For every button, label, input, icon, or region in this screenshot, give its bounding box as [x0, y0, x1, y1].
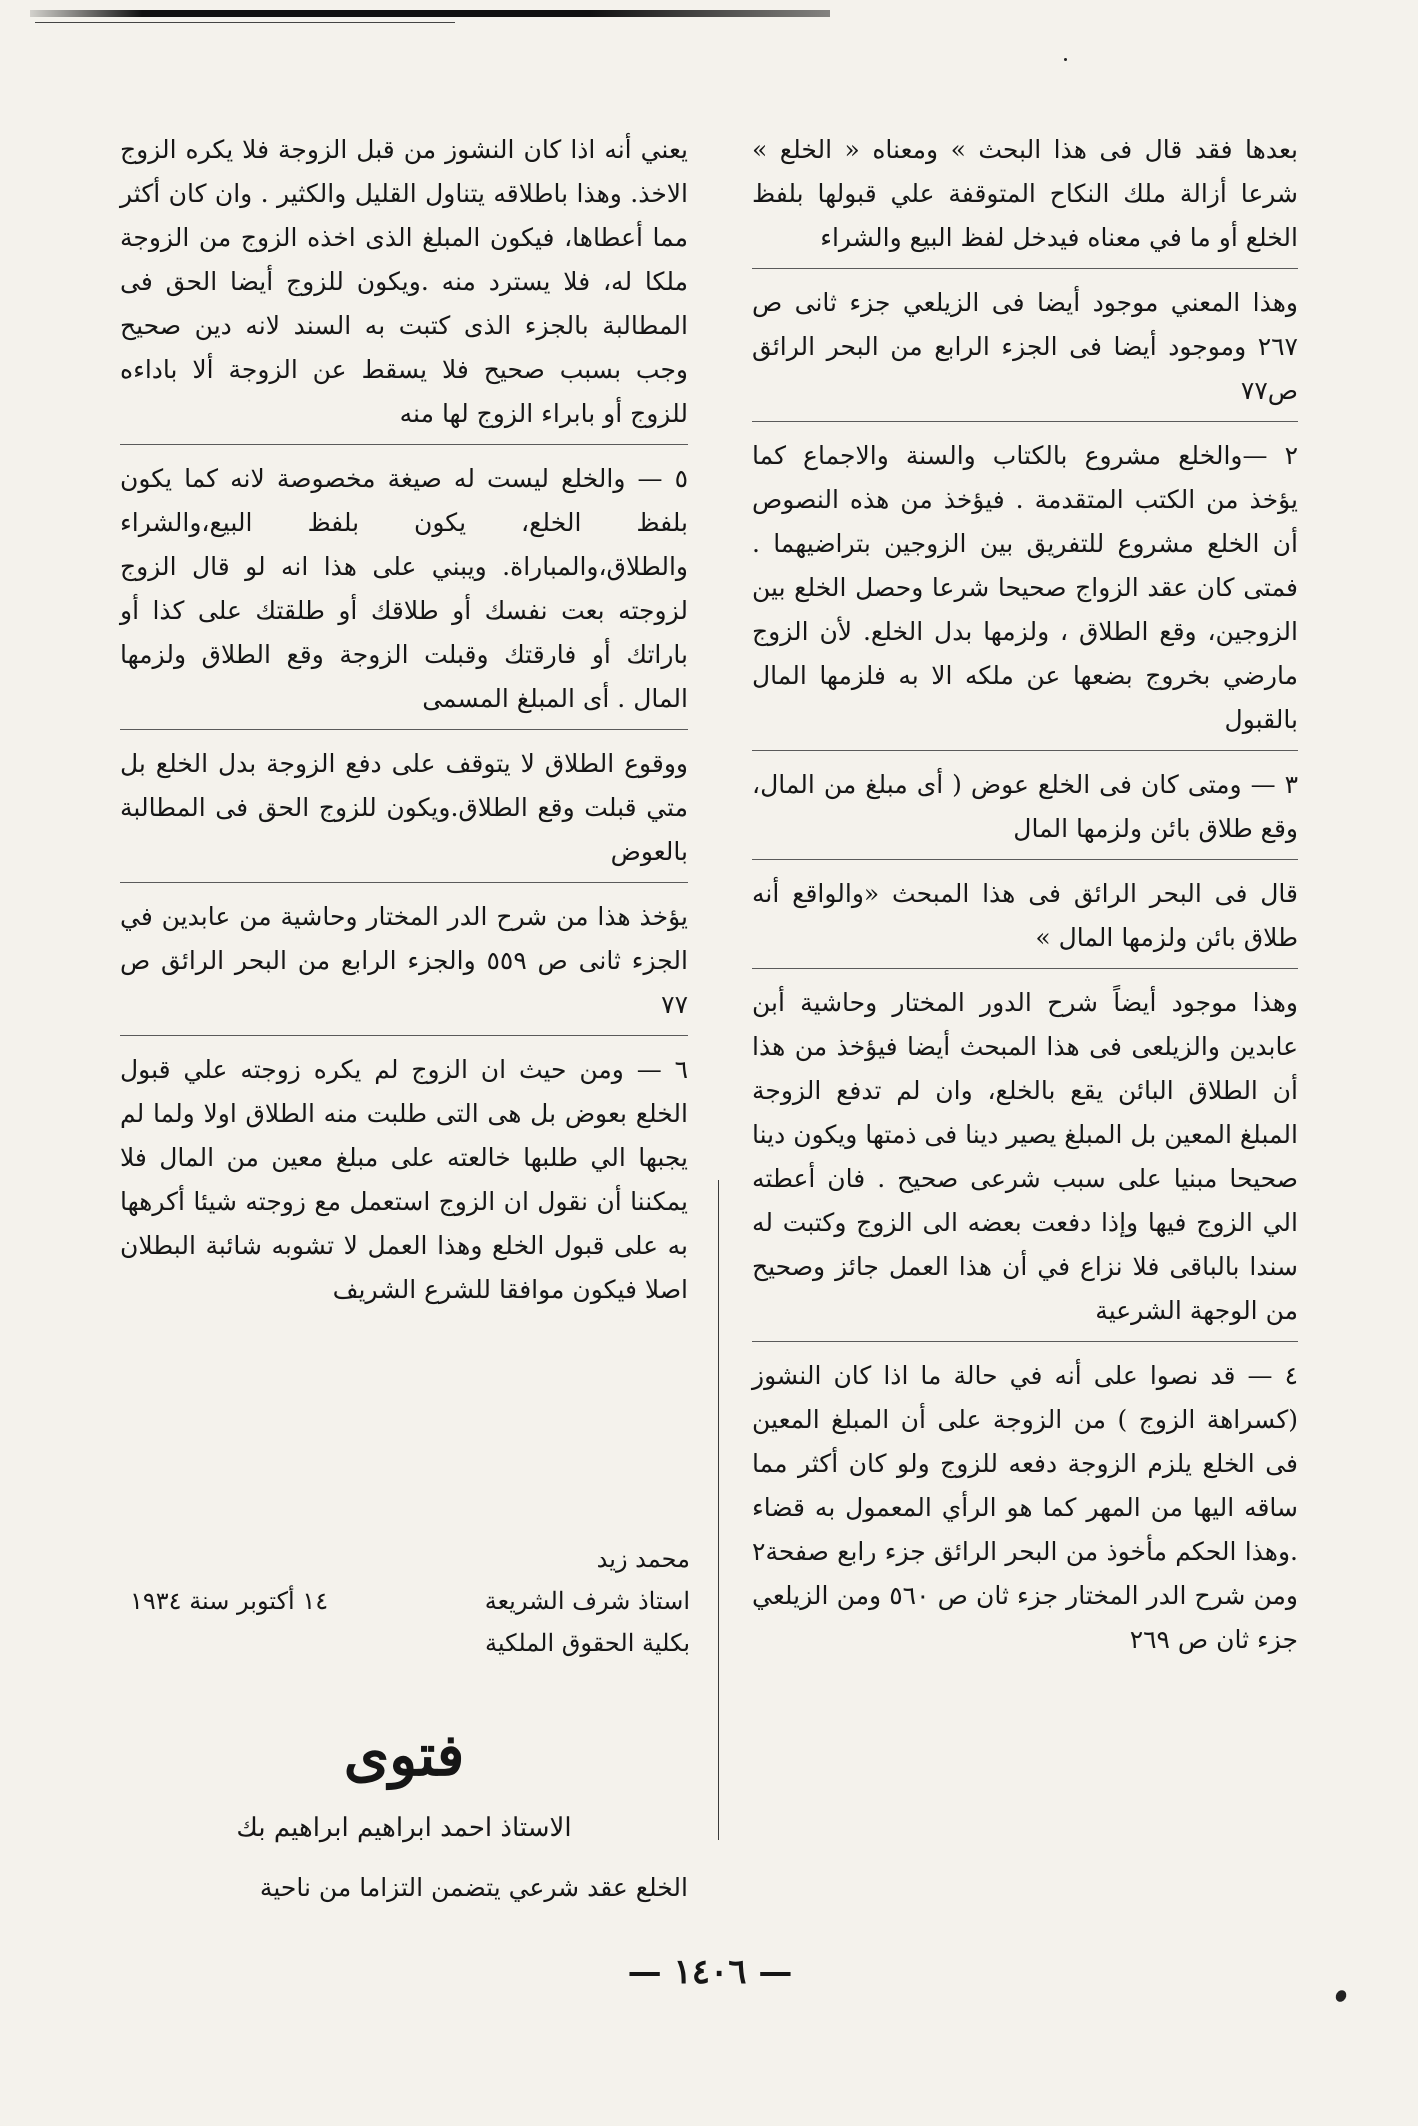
paragraph: ٥ — والخلع ليست له صيغة مخصوصة لانه كما يكون بلفظ الخلع، يكون بلفظ البيع،والشراء والطلاق،والمباراة. ويبني على هذا انه لو قال الزوج لزوجته بعت نفسك أو طلاقك أو طلقتك على كذا أو باراتك أو فارقتك وقبلت الزوجة وقع الطلاق ولزمها المال . أى المبلغ المسمى	[120, 457, 688, 730]
section-author: الاستاذ احمد ابراهيم ابراهيم بك	[236, 1813, 572, 1843]
paragraph: ٣ — ومتى كان فى الخلع عوض ( أى مبلغ من المال، وقع طلاق بائن ولزمها المال	[752, 763, 1298, 860]
signatory-name: محمد زيد	[596, 1545, 690, 1573]
paragraph: ٤ — قد نصوا على أنه في حالة ما اذا كان النشوز (كسراهة الزوج ) من الزوجة على أن المبلغ المعين فى الخلع يلزم الزوجة دفعه للزوج ولو كان أكثر مما ساقه اليها من المهر كما هو الرأي المعمول به قضاء .وهذا الحكم مأخوذ من البحر الرائق جزء رابع صفحة٢ ومن شرح الدر المختار جزء ثان ص ٥٦٠ ومن الزيلعي جزء ثان ص ٢٦٩	[752, 1361, 1298, 1654]
header-rule	[30, 10, 830, 17]
paragraph: ووقوع الطلاق لا يتوقف على دفع الزوجة بدل الخلع بل متي قبلت وقع الطلاق.ويكون للزوج الحق فى المطالبة بالعوض	[120, 742, 688, 883]
paragraph: ٦ — ومن حيث ان الزوج لم يكره زوجته علي قبول الخلع بعوض بل هى التى طلبت منه الطلاق اولا ولما لم يجبها الي طلبها خالعته على مبلغ معين من المال فلا يمكننا أن نقول ان الزوج استعمل مع زوجته شيئا أكرهها به على قبول الخلع وهذا العمل لا تشوبه شائبة البطلان اصلا فيكون موافقا للشرع الشريف	[120, 1055, 688, 1304]
ink-speck	[1334, 1988, 1349, 2003]
signatory-title: استاذ شرف الشريعة	[484, 1587, 690, 1615]
right-column	[752, 128, 1298, 1682]
ink-speck	[1064, 58, 1067, 61]
signatory-faculty: بكلية الحقوق الملكية	[484, 1629, 690, 1657]
paragraph: بعدها فقد قال فى هذا البحث » ومعناه « الخلع » شرعا أزالة ملك النكاح المتوقفة علي قبولها بلفظ الخلع أو ما في معناه فيدخل لفظ البيع والشراء	[752, 128, 1298, 269]
paragraph: وهذا المعني موجود أيضا فى الزيلعي جزء ثانى ص ٢٦٧ وموجود أيضا فى الجزء الرابع من البحر الرائق ص٧٧	[752, 281, 1298, 422]
section-first-line: الخلع عقد شرعي يتضمن التزاما من ناحية	[259, 1873, 688, 1902]
paragraph: يؤخذ هذا من شرح الدر المختار وحاشية من عابدين في الجزء ثانى ص ٥٥٩ والجزء الرابع من البحر الرائق ص ٧٧	[120, 895, 688, 1036]
header-rule-thin	[35, 22, 455, 23]
signature-block	[130, 1538, 690, 1664]
paragraph: ٢ —والخلع مشروع بالكتاب والسنة والاجماع كما يؤخذ من الكتب المتقدمة . فيؤخذ من هذه النصوص أن الخلع مشروع للتفريق بين الزوجين بتراضيهما . فمتى كان عقد الزواج صحيحا شرعا وحصل الخلع بين الزوجين، وقع الطلاق ، ولزمها بدل الخلع. لأن الزوج مارضي بخروج بضعها عن ملكه الا به فلزمها المال بالقبول	[752, 434, 1298, 751]
paragraph: قال فى البحر الرائق فى هذا المبحث «والواقع أنه طلاق بائن ولزمها المال »	[752, 872, 1298, 969]
page-number: — ١٤٠٦ —	[627, 1952, 793, 1992]
column-divider	[718, 1180, 719, 1840]
section-title: فتوى	[343, 1721, 465, 1789]
paragraph: وهذا موجود أيضاً شرح الدور المختار وحاشية أبن عابدين والزيلعى فى هذا المبحث أيضا فيؤخذ من هذا أن الطلاق البائن يقع بالخلع، وان لم تدفع الزوجة المبلغ المعين بل المبلغ يصير دينا فى ذمتها ويكون دينا صحيحا مبنيا على سبب شرعى صحيح . فان أعطته الي الزوج فيها وإذا دفعت بعضه الى الزوج وكتبت له سندا بالباقى فلا نزاع في أن هذا العمل جائز وصحيح من الوجهة الشرعية	[752, 981, 1298, 1342]
paragraph: يعني أنه اذا كان النشوز من قبل الزوجة فلا يكره الزوج الاخذ. وهذا باطلاقه يتناول القليل والكثير . وان كان أكثر مما أعطاها، فيكون المبلغ الذى اخذه الزوج من الزوجة ملكا له، فلا يسترد منه .ويكون للزوج أيضا الحق فى المطالبة بالجزء الذى كتبت به السند لانه دين صحيح وجب بسبب صحيح فلا يسقط عن الزوجة ألا باداءه للزوج أو بابراء الزوج لها منه	[120, 128, 688, 445]
left-column	[120, 128, 688, 1332]
signature-date: ١٤ أكتوبر سنة ١٩٣٤	[130, 1587, 329, 1615]
